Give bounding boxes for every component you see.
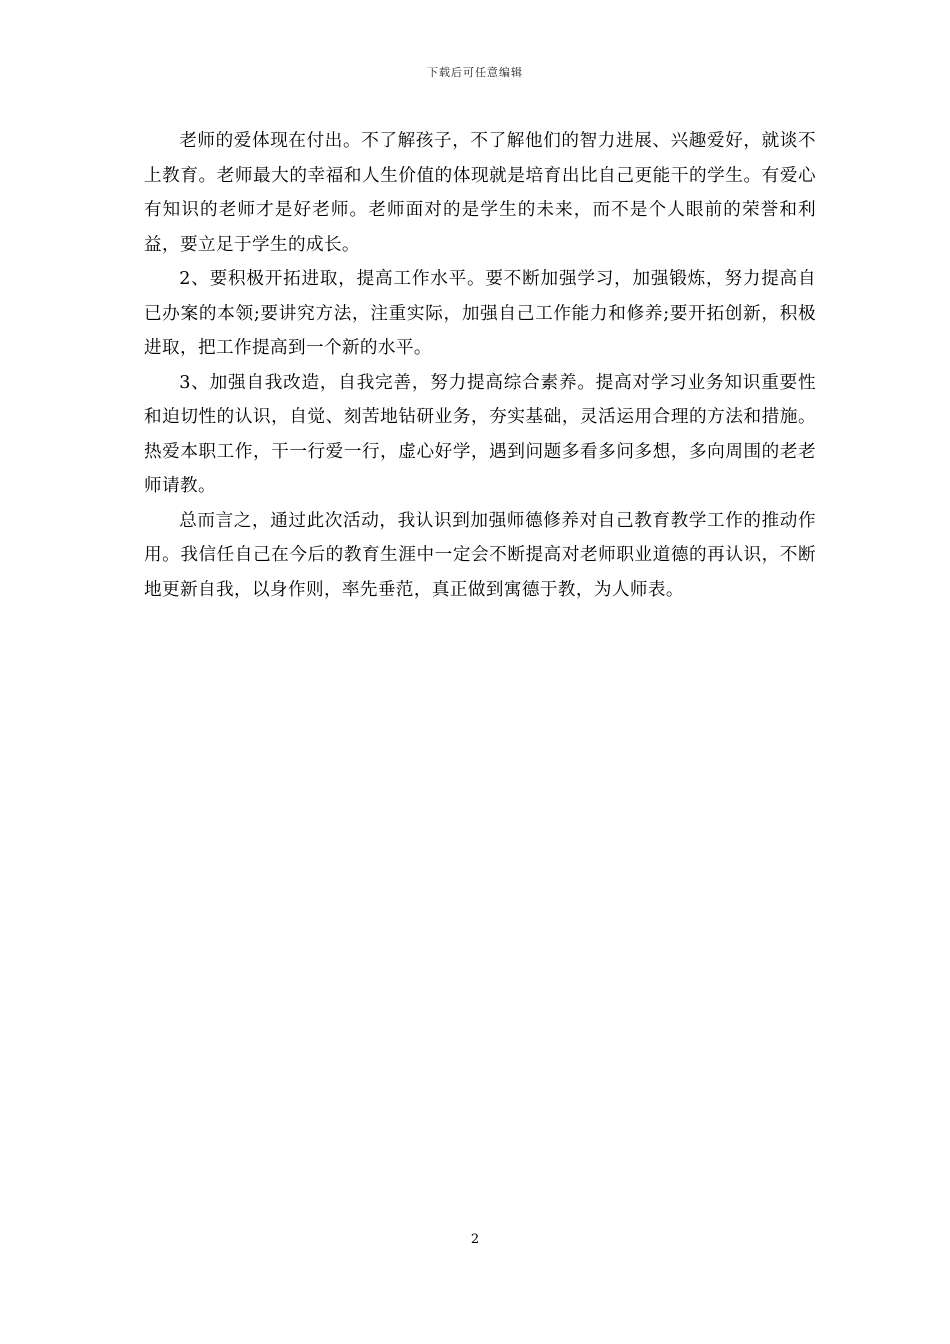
paragraph-point-2: 2、要积极开拓进取，提高工作水平。要不断加强学习，加强锻炼，努力提高自已办案的本领;要讲究方法，注重实际，加强自己工作能力和修养;要开拓创新，积极进取，把工作提高到一个新的水平。 [144,269,816,358]
paragraph-teacher-love: 老师的爱体现在付出。不了解孩子，不了解他们的智力进展、兴趣爱好，就谈不上教育。老师最大的幸福和人生价值的体现就是培育出比自己更能干的学生。有爱心有知识的老师才是好老师。老师面对的是学生的未来，而不是个人眼前的荣誉和利益，要立足于学生的成长。 [144,131,816,255]
paragraph-point-3: 3、加强自我改造，自我完善，努力提高综合素养。提高对学习业务知识重要性和迫切性的认识，自觉、刻苦地钻研业务，夯实基础，灵活运用合理的方法和措施。热爱本职工作，干一行爱一行，虚心好学，遇到问题多看多问多想，多向周围的老老师请教。 [144,372,816,496]
page-number: 2 [470,1232,480,1247]
document-body [144,124,816,607]
page-header: 下载后可任意编辑 [427,66,523,79]
paragraph-conclusion: 总而言之，通过此次活动，我认识到加强师德修养对自己教育教学工作的推动作用。我信任自己在今后的教育生涯中一定会不断提高对老师职业道德的再认识，不断地更新自我，以身作则，率先垂范，真正做到寓德于教，为人师表。 [144,510,816,600]
